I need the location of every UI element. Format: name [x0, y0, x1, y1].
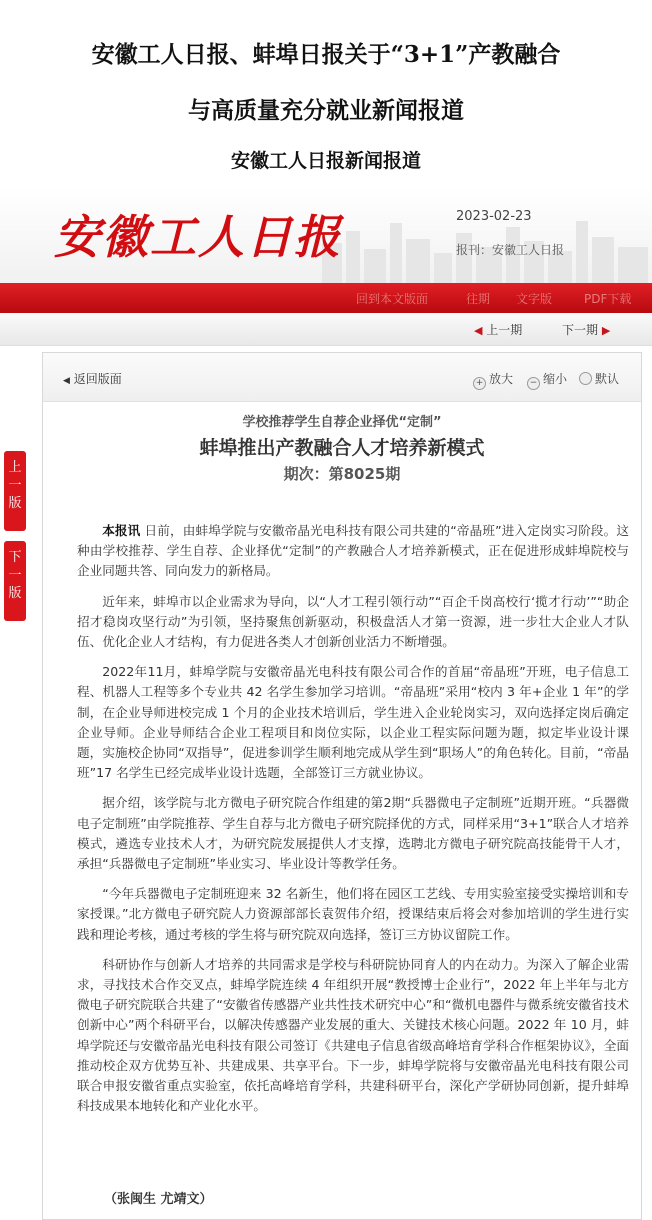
- prev-page-tab-label: 上一版: [8, 460, 22, 511]
- issue-date: 2023-02-23: [456, 209, 532, 224]
- prev-page-tab[interactable]: [4, 451, 26, 531]
- paper-name: 报刊：安徽工人日报: [456, 243, 565, 257]
- zoom-default-button[interactable]: [579, 370, 619, 387]
- nav-link-back-to-page[interactable]: 回到本文版面: [356, 292, 429, 306]
- prev-issue-label: 上一期: [486, 323, 523, 337]
- article-paragraph: 本报讯 日前，由蚌埠学院与安徽帝晶光电科技有限公司共建的“帝晶班”进入定岗实习阶段。这种由学校推荐、学生自荐、企业择优“定制”的产教融合人才培养新模式，正在促进形成蚌埠院校与企业同题共答、同向发力的新格局。: [77, 523, 629, 579]
- article-toolbar: [43, 353, 641, 402]
- next-page-tab-label: 下一版: [8, 550, 22, 601]
- newspaper-masthead: [0, 187, 652, 283]
- prev-issue-button[interactable]: [474, 321, 522, 338]
- triangle-left-icon: ◀: [474, 324, 483, 337]
- article-body: [77, 521, 629, 1126]
- article-paragraph: 据介绍，该学院与北方微电子研究院合作组建的第2期“兵器微电子定制班”近期开班。“兵器微电子定制班”由学院推荐、学生自荐与北方微电子研究院择优的方式，同样采用“3+1”联合人才培养模式，遴选专业技术人才，为研究院发展提供人才支撑，选聘北方微电子研究院高技能骨干人才，承担“兵器微电子定制班”毕业实习、毕业设计等教学任务。: [77, 795, 629, 872]
- nav-bar: [0, 283, 652, 313]
- article-paragraph: 2022年11月，蚌埠学院与安徽帝晶光电科技有限公司合作的首届“帝晶班”开班，电子信息工程、机器人工程等多个专业共 42 名学生参加学习培训。“帝晶班”采用“校内 3 年+企业 1 年”的学制，在企业导师进校完成 1 个月的企业技术培训后，学生进入企业轮岗实习，双向选择定岗后确定企业导师。企业导师结合企业工程项目和岗位实际，以企业工程实际问题为题，拟定毕业设计课题，实施校企协同“双指导”，促进参训学生顺利地完成从学生到“职场人”的角色转化。目前，“帝晶班”17 名学生已经完成毕业设计选题，全部签订三方就业协议。: [77, 664, 629, 781]
- page-subtitle: 安徽工人日报新闻报道: [230, 150, 421, 172]
- nav-link-text-version[interactable]: 文字版: [516, 292, 553, 306]
- article-paragraph: 科研协作与创新人才培养的共同需求是学校与科研院协同育人的内在动力。为深入了解企业需求，寻找技术合作交叉点，蚌埠学院连续 4 年组织开展“教授博士企业行”，2022 年上半年与北方微电子研究院联合共建了“安徽省传感器产业共性技术研究中心”和“微机电器件与微系统安徽省技术创新中心”两个科研平台，以解决传感器产业发展的重大、关键技术核心问题。2022 年 10 月，蚌埠学院还与安徽帝晶光电科技有限公司签订《共建电子信息省级高峰培育学科合作框架协议》，全面推动校企双方优势互补、共建成果、共享平台。下一步，蚌埠学院将与安徽帝晶光电科技有限公司联合申报安徽省重点实验室，依托高峰培育学科，共建科研平台，深化产学研协同创新，提升蚌埠科技成果本地转化和产业化水平。: [77, 956, 629, 1114]
- minus-icon: −: [527, 377, 540, 390]
- zoom-out-button[interactable]: [527, 370, 567, 390]
- page-title-line-2: 与高质量充分就业新闻报道: [188, 97, 464, 124]
- radio-icon: [579, 372, 592, 385]
- newspaper-logo[interactable]: 安徽工人日报: [54, 210, 342, 264]
- article-paragraph: 近年来，蚌埠市以企业需求为导向，以“人才工程引领行动”“百企千岗高校行‘揽才行动’”“助企招才稳岗攻坚行动”为引领，坚持聚焦创新驱动，积极盘活人才第一资源，进一步壮大企业人才队伍、优化企业人才结构，有力促进各类人才创新创业活力不断增强。: [77, 593, 629, 650]
- triangle-right-icon: ▶: [601, 324, 611, 337]
- article-byline: （张闽生 尤靖文）: [104, 1192, 213, 1207]
- next-issue-button[interactable]: [562, 321, 610, 338]
- back-to-page-label: 返回版面: [73, 372, 122, 386]
- nav-link-pdf-download[interactable]: PDF下载: [584, 292, 632, 306]
- zoom-out-label: 缩小: [543, 372, 568, 386]
- next-issue-label: 下一期: [562, 323, 599, 337]
- nav-link-archive[interactable]: 往期: [466, 292, 491, 306]
- back-to-page-button[interactable]: [63, 370, 122, 387]
- plus-icon: +: [473, 377, 486, 390]
- lead-label: 本报讯: [102, 523, 141, 538]
- chevron-left-icon: ◀: [63, 376, 70, 386]
- zoom-in-button[interactable]: [473, 370, 513, 390]
- issue-pager-bar: [0, 313, 652, 346]
- page-title-line-1: 安徽工人日报、蚌埠日报关于“3+1”产教融合: [91, 41, 561, 68]
- zoom-in-label: 放大: [489, 372, 514, 386]
- article-issue-number: 期次：第8025期: [283, 465, 401, 483]
- next-page-tab[interactable]: [4, 541, 26, 621]
- zoom-default-label: 默认: [595, 372, 620, 386]
- article-pretitle: 学校推荐学生自荐企业择优“定制”: [242, 415, 442, 430]
- article-paragraph: “今年兵器微电子定制班迎来 32 名新生，他们将在园区工艺线、专用实验室接受实操培训和专家授课。”北方微电子研究院人力资源部部长袁贺伟介绍，授课结束后将会对参加培训的学生进行实践和理论考核，通过考核的学生将与研究院双向选择，签订三方协议留院工作。: [77, 886, 629, 942]
- article-panel: [42, 352, 642, 1220]
- article-headline: 蚌埠推出产教融合人才培养新模式: [199, 437, 485, 459]
